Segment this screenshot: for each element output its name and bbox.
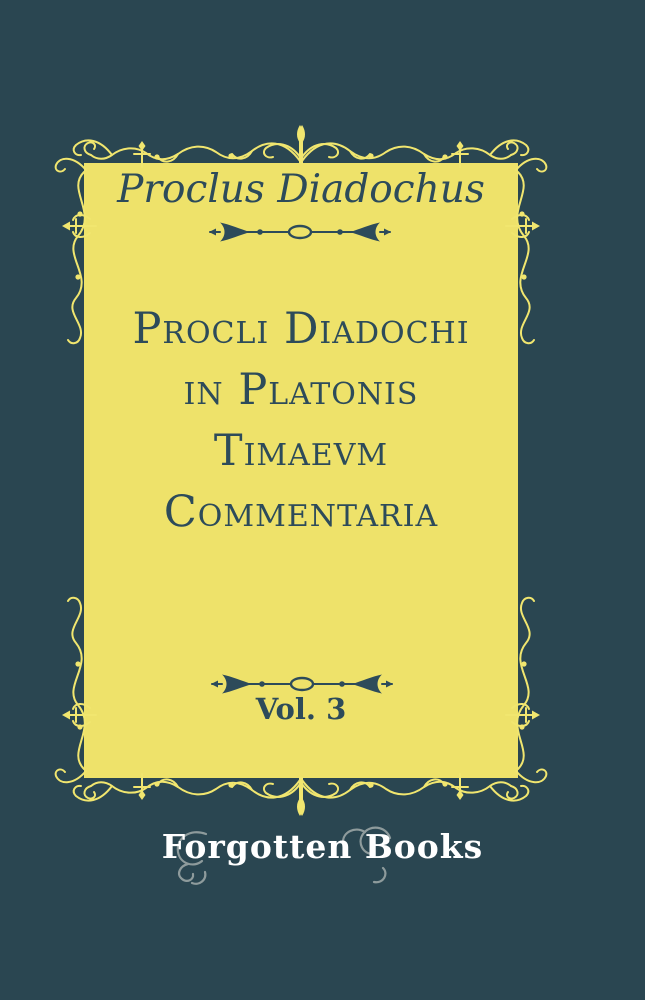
book-title xyxy=(74,299,528,543)
title-line-3: Timaevm xyxy=(213,426,389,476)
author-name: Proclus Diadochus xyxy=(117,167,485,212)
volume-label: Vol. 3 xyxy=(255,692,347,726)
title-line-1: Procli Diadochi xyxy=(132,304,470,354)
publisher-logo: Forgotten Books xyxy=(161,827,484,866)
title-line-2: in Platonis xyxy=(183,365,419,415)
title-line-4: Commentaria xyxy=(163,487,439,537)
